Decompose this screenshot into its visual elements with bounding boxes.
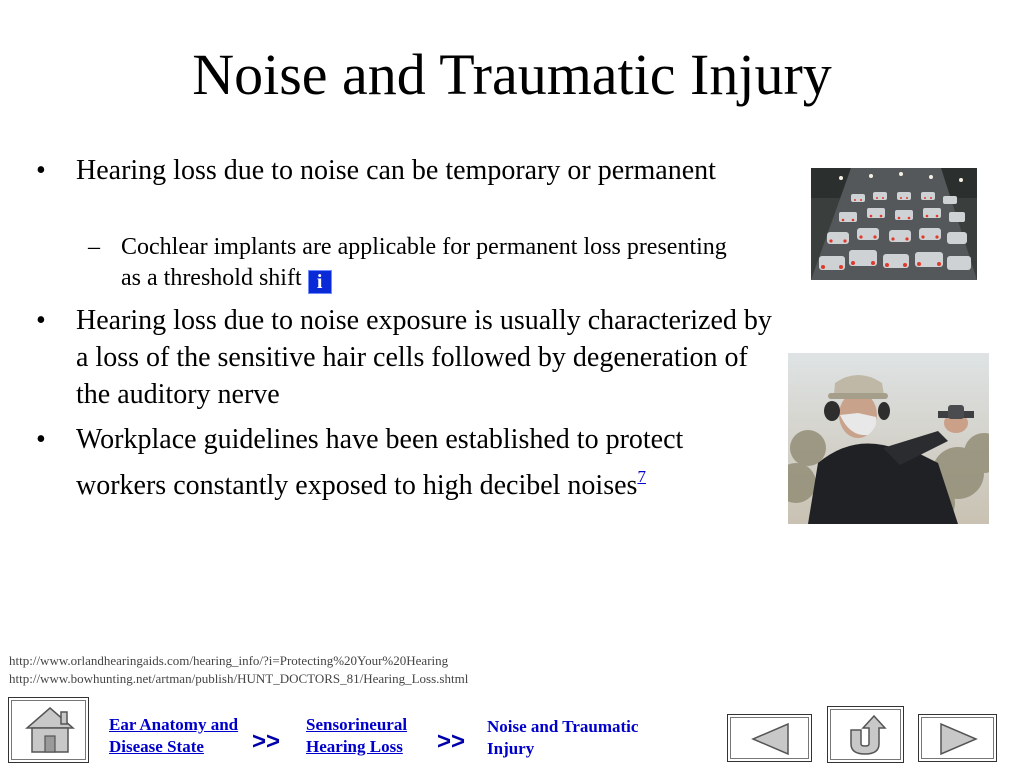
breadcrumb-label: Disease State xyxy=(109,737,204,756)
breadcrumb-link-ear-anatomy[interactable] xyxy=(109,714,238,758)
triangle-left-icon xyxy=(750,722,790,756)
next-slide-button[interactable] xyxy=(918,714,997,762)
bullet-text: Workplace guidelines have been established to protect workers constantly exposed to high decibel noises xyxy=(76,424,684,501)
triangle-right-icon xyxy=(939,722,979,756)
breadcrumb-separator: >> xyxy=(252,728,281,755)
source-url: http://www.orlandhearingaids.com/hearing_info/?i=Protecting%20Your%20Hearing xyxy=(9,653,449,668)
home-button[interactable] xyxy=(8,697,89,763)
man-with-revolver-photo xyxy=(788,353,989,524)
bullet-text: Hearing loss due to noise can be temporary or permanent xyxy=(76,155,716,186)
return-button[interactable] xyxy=(827,706,904,763)
bullet-marker: • xyxy=(36,424,46,455)
house-icon xyxy=(23,706,77,754)
breadcrumb-label: Sensorineural xyxy=(306,715,408,734)
bullet-marker: • xyxy=(36,155,46,186)
breadcrumb-label: Ear Anatomy and xyxy=(109,715,239,734)
reference-link[interactable]: 7 xyxy=(637,467,646,486)
slide-title: Noise and Traumatic Injury xyxy=(192,42,832,107)
bullet-text: Hearing loss due to noise exposure is usually characterized by a loss of the sensitive hair cells followed by degeneration of the auditory nerve xyxy=(76,305,772,410)
bullet-content xyxy=(76,421,776,504)
previous-slide-button[interactable] xyxy=(727,714,812,762)
source-url: http://www.bowhunting.net/artman/publish/HUNT_DOCTORS_81/Hearing_Loss.shtml xyxy=(9,671,469,686)
traffic-jam-photo xyxy=(811,168,977,280)
breadcrumb-separator: >> xyxy=(437,728,466,755)
breadcrumb-link-sensorineural[interactable] xyxy=(306,714,407,758)
sub-bullet-text: Cochlear implants are applicable for permanent loss presenting as a threshold shift xyxy=(121,234,727,291)
breadcrumb-label: Hearing Loss xyxy=(306,737,403,756)
breadcrumb-current xyxy=(487,716,638,760)
u-turn-icon xyxy=(845,714,889,758)
sub-bullet-content xyxy=(121,232,731,294)
info-icon[interactable]: i xyxy=(308,270,332,294)
breadcrumb-label: Injury xyxy=(487,739,535,758)
bullet-marker: • xyxy=(36,305,46,336)
breadcrumb-label: Noise and Traumatic xyxy=(487,717,639,736)
sub-bullet-marker: – xyxy=(88,234,100,260)
